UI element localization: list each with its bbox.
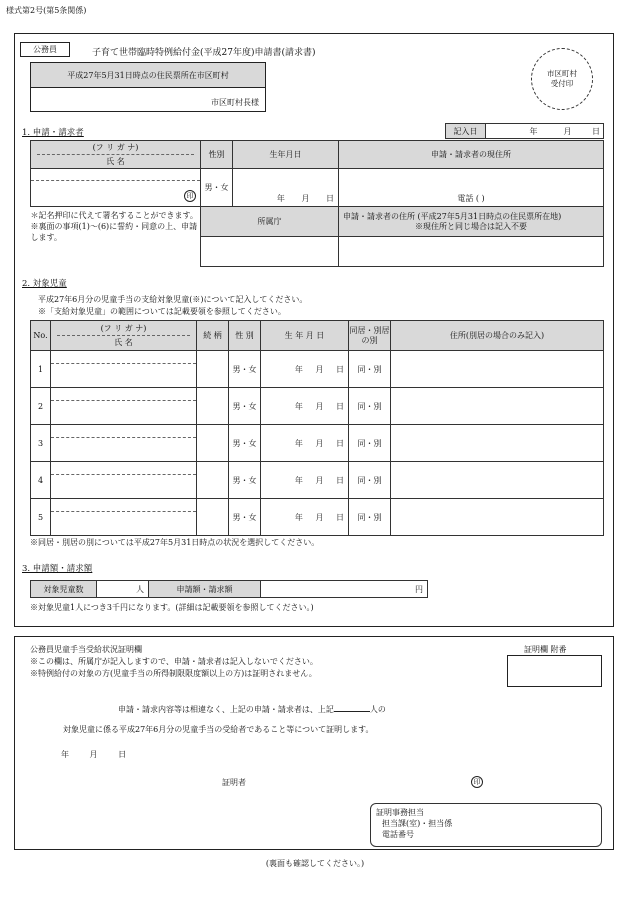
child-furigana-header: (フ リ ガ ナ)	[100, 324, 147, 333]
reception-stamp-label: 市区町村受付印	[547, 69, 577, 88]
office-field[interactable]	[201, 237, 339, 267]
office-contact	[376, 807, 452, 840]
dob-day: 日	[326, 194, 334, 203]
office-header: 所属庁	[201, 207, 339, 237]
child-dob[interactable]: 年 月 日	[261, 388, 349, 425]
child-relation-field[interactable]	[197, 425, 229, 462]
child-no: 3	[31, 425, 51, 462]
entry-year[interactable]: 年	[486, 124, 538, 139]
applicant-name-field[interactable]	[31, 169, 201, 207]
child-address-field[interactable]	[391, 351, 604, 388]
child-name-field[interactable]	[51, 388, 197, 425]
child-name-field[interactable]	[51, 462, 197, 499]
child-name-header-label: 氏 名	[114, 338, 133, 347]
child-gender[interactable]: 男・女	[229, 351, 261, 388]
name-header-label: 氏 名	[106, 157, 125, 166]
certificate-number-label: 証明欄 附番	[524, 645, 567, 654]
gender-header: 性別	[201, 141, 233, 169]
name-header	[31, 141, 201, 169]
form-number: 様式第2号(第5条関係)	[6, 6, 87, 15]
amount-table	[30, 580, 428, 598]
footer-note: (裏面も確認してください。)	[265, 859, 365, 868]
dob-year: 年	[276, 194, 285, 203]
child-dob[interactable]: 年 月 日	[261, 499, 349, 536]
child-relation-field[interactable]	[197, 462, 229, 499]
child-no: 1	[31, 351, 51, 388]
certifier-seal-icon: 印	[471, 776, 483, 788]
form-title: 子育て世帯臨時特例給付金(平成27年度)申請書(請求書)	[92, 48, 316, 58]
child-dob[interactable]: 年 月 日	[261, 462, 349, 499]
child-row	[31, 499, 604, 536]
child-relation-field[interactable]	[197, 499, 229, 536]
same-address-note: ※現住所と同じ場合は記入不要	[415, 221, 527, 231]
civil-servant-label: 公務員	[20, 42, 70, 57]
child-row	[31, 388, 604, 425]
applicant-dob[interactable]	[233, 169, 339, 207]
child-no: 2	[31, 388, 51, 425]
child-no: 4	[31, 462, 51, 499]
section2-intro: 平成27年6月分の児童手当の支給対象児童(※)について記入してください。	[38, 295, 308, 304]
applicant-table	[30, 140, 604, 267]
child-count-field[interactable]: 人	[97, 581, 149, 598]
applicant-gender[interactable]: 男・女	[201, 169, 233, 207]
section2-title: 2. 対象児童	[22, 279, 67, 289]
child-row	[31, 462, 604, 499]
child-count-blank[interactable]	[334, 711, 370, 712]
child-relation-field[interactable]	[197, 351, 229, 388]
certificate-note2: ※特例給付の対象の方(児童手当の所得制限限度額以上の方)は証明されません。	[30, 669, 317, 678]
mayor-label: 市区町村長様	[211, 98, 259, 107]
section1-title: 1. 申請・請求者	[22, 128, 84, 138]
address-line-label: 平成27年5月31日時点の住民票所在市区町村	[31, 63, 265, 88]
child-address-field[interactable]	[391, 462, 604, 499]
municipality-input[interactable]	[33, 88, 263, 110]
address-header: 申請・請求者の現住所	[339, 141, 604, 169]
child-name-field[interactable]	[51, 351, 197, 388]
child-no: 5	[31, 499, 51, 536]
child-address-field[interactable]	[391, 388, 604, 425]
child-name-field[interactable]	[51, 425, 197, 462]
child-dob-header: 生 年 月 日	[261, 321, 349, 351]
section3-title: 3. 申請額・請求額	[22, 564, 93, 574]
child-gender[interactable]: 男・女	[229, 425, 261, 462]
cohabitation-header: 同居・別居の別	[349, 321, 391, 351]
relation-header: 続 柄	[197, 321, 229, 351]
section2-range-note: ※「支給対象児童」の範囲については記載要領を参照してください。	[38, 307, 286, 316]
applicant-notes	[31, 207, 201, 267]
registered-address-note: 申請・請求者の住所 (平成27年5月31日時点の住民票所在地)	[343, 211, 562, 221]
child-count-label: 対象児童数	[31, 581, 97, 598]
child-gender[interactable]: 男・女	[229, 499, 261, 536]
amount-label: 申請額・請求額	[149, 581, 261, 598]
child-dob[interactable]: 年 月 日	[261, 351, 349, 388]
child-name-header	[51, 321, 197, 351]
dob-header: 生年月日	[233, 141, 339, 169]
certificate-statement-line2: 対象児童に係る平成27年6月分の児童手当の受給者であること等について証明します。	[63, 725, 374, 734]
amount-field[interactable]: 円	[261, 581, 428, 598]
amount-note: ※対象児童1人につき3千円になります。(詳細は記載要領を参照してください。)	[30, 603, 314, 612]
child-gender[interactable]: 男・女	[229, 388, 261, 425]
seal-icon: 印	[184, 190, 196, 202]
entry-day[interactable]: 日	[572, 124, 604, 139]
certificate-number-field[interactable]	[507, 655, 602, 687]
certifier-label: 証明者	[222, 778, 246, 787]
certificate-statement-a: 申請・請求内容等は相違なく、上記の申請・請求者は、上記	[118, 705, 334, 714]
child-cohabitation[interactable]: 同・別	[349, 351, 391, 388]
child-cohabitation[interactable]: 同・別	[349, 388, 391, 425]
child-address-header: 住所(別居の場合のみ記入)	[391, 321, 604, 351]
certificate-note1: ※この欄は、所属庁が記入しますので、申請・請求者は記入しないでください。	[30, 657, 318, 666]
address-box	[30, 62, 266, 112]
child-cohabitation[interactable]: 同・別	[349, 462, 391, 499]
child-address-field[interactable]	[391, 425, 604, 462]
registered-address-header	[339, 207, 604, 237]
certificate-date[interactable]: 年 月 日	[61, 750, 127, 759]
child-gender[interactable]: 男・女	[229, 462, 261, 499]
dob-month: 月	[301, 194, 310, 203]
reception-stamp	[531, 48, 593, 110]
child-row	[31, 425, 604, 462]
entry-date-table	[445, 123, 604, 139]
office-staff-label: 担当課(室)・担当係	[382, 819, 453, 828]
certificate-statement-b: 人の	[369, 705, 386, 714]
office-phone-label: 電話番号	[382, 830, 414, 839]
child-address-field[interactable]	[391, 499, 604, 536]
seal-note: ＊記名押印に代えて署名することができます。	[30, 211, 198, 220]
entry-month[interactable]: 月	[538, 124, 572, 139]
child-name-field[interactable]	[51, 499, 197, 536]
registered-address-field[interactable]	[339, 237, 604, 267]
applicant-phone[interactable]: 電話 ( )	[339, 169, 604, 207]
no-header: No.	[31, 321, 51, 351]
furigana-header: (フ リ ガ ナ)	[92, 143, 139, 152]
cohabitation-footnote: ※同居・別居の別については平成27年5月31日時点の状況を選択してください。	[30, 538, 320, 547]
child-row	[31, 351, 604, 388]
child-cohabitation[interactable]: 同・別	[349, 425, 391, 462]
child-dob[interactable]: 年 月 日	[261, 425, 349, 462]
entry-date-label: 記入日	[446, 124, 486, 139]
children-table	[30, 320, 604, 536]
child-relation-field[interactable]	[197, 388, 229, 425]
consent-note: ※裏面の事項(1)～(6)に誓約・同意の上、申請します。	[30, 222, 198, 242]
certificate-title: 公務員児童手当受給状況証明欄	[30, 645, 142, 654]
child-gender-header: 性 別	[229, 321, 261, 351]
office-contact-title: 証明事務担当	[376, 808, 424, 817]
child-cohabitation[interactable]: 同・別	[349, 499, 391, 536]
certificate-statement	[118, 704, 386, 715]
